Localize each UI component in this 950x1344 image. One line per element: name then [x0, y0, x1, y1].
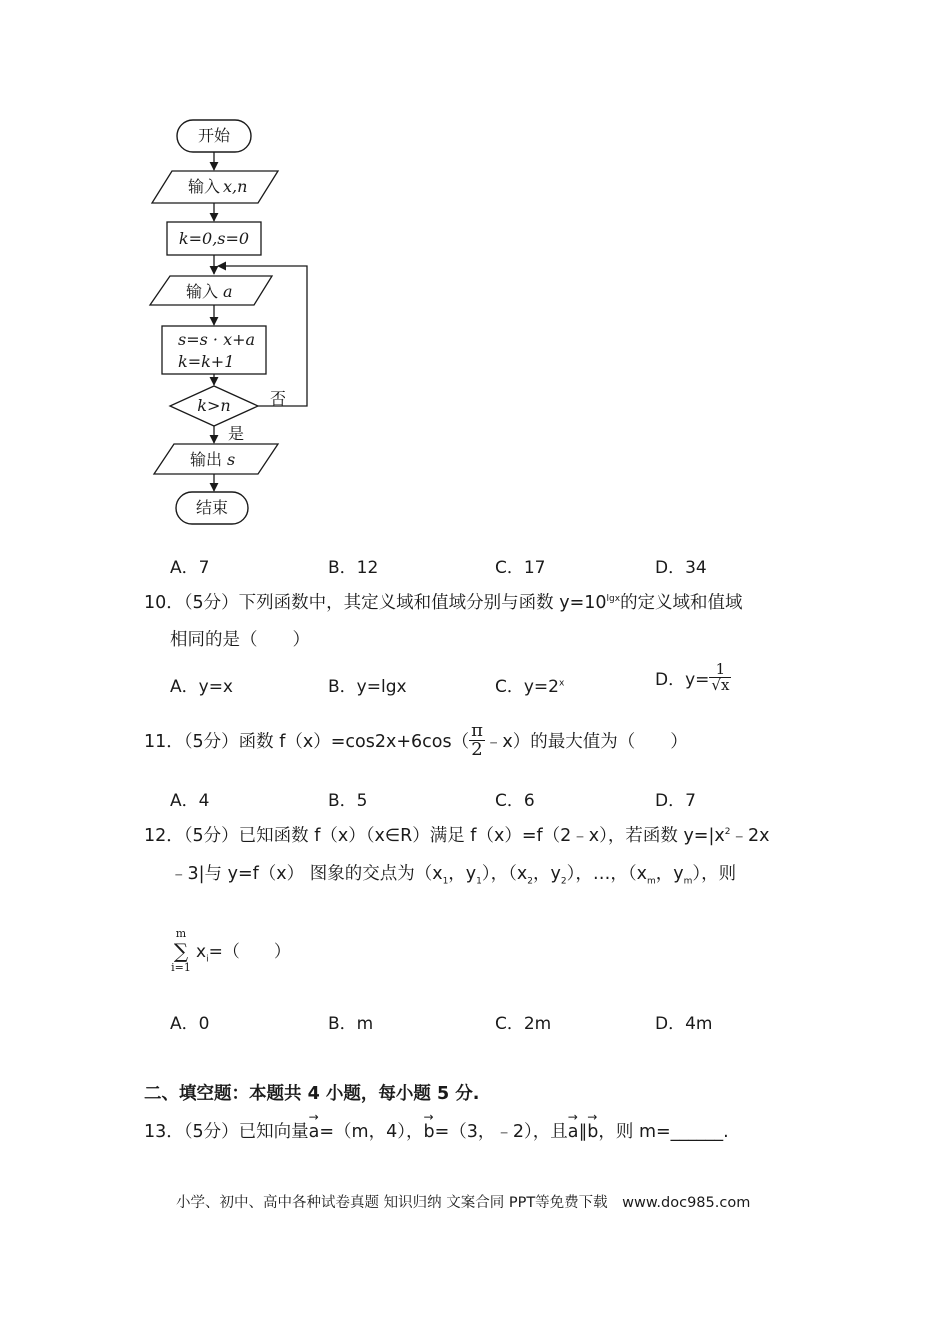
q12-sub-x1: 1 [442, 876, 449, 887]
q12-sum-symbol: ∑ [173, 939, 189, 963]
q12-sum-expr: x [196, 942, 207, 962]
q10-stem-line2: 相同的是（ ） [170, 630, 310, 650]
q13-vector-b2: → b [587, 1116, 598, 1142]
q11-option-d: D．7 [655, 791, 696, 811]
q9-option-b: B．12 [328, 558, 379, 578]
svg-text:输入a [186, 282, 233, 301]
flowchart-decision-label: k>n [197, 396, 231, 415]
q12-summation [170, 928, 192, 974]
q13-stem [144, 1116, 729, 1143]
q12-line2-rest4: ），…，（x [566, 864, 647, 884]
q10-option-b: B．y=lgx [328, 677, 407, 697]
section2-heading: 二、填空题：本题共 4 小题，每小题 5 分. [144, 1084, 480, 1104]
flowchart-yes-label: 是 [228, 424, 245, 443]
q11-stem-pre: 11．（5分）函数 f（x）=cos2x+6cos（ [144, 732, 470, 752]
q12-line1-text: 12．（5分）已知函数 f（x）（x∈R）满足 f（x）=f（2﹣x），若函数 y=|x [144, 826, 725, 846]
flowchart-no-label: 否 [270, 389, 287, 408]
q9-option-d: D．34 [655, 558, 707, 578]
q12-option-a: A．0 [170, 1014, 210, 1034]
q10-option-d-fraction [709, 662, 731, 693]
q10-option-c [495, 672, 564, 697]
q11-option-c: C．6 [495, 791, 535, 811]
q12-sub-y1: 1 [476, 876, 482, 887]
q11-option-b: B．5 [328, 791, 368, 811]
flowchart-start-label: 开始 [197, 126, 231, 145]
q12-sub-x2: 2 [527, 876, 533, 887]
q13-pre: 13．（5分）已知向量 [144, 1122, 309, 1142]
q12-line2-text: ﹣3|与 y=f（x） 图象的交点为（x [170, 864, 443, 884]
flowchart [140, 110, 340, 535]
flowchart-output-label: 输出 [190, 450, 223, 469]
q11-stem-post: ﹣x）的最大值为（ ） [484, 732, 688, 752]
svg-text:输出s [190, 450, 235, 469]
q12-option-c: C．2m [495, 1014, 552, 1034]
flowchart-input-xn-label: 输入 [188, 177, 221, 196]
q13-vector-a2: → a [568, 1116, 579, 1142]
q10-stem-post: 的定义域和值域 [620, 593, 743, 613]
q10-option-d [655, 662, 731, 693]
q11-frac-num: π [471, 720, 483, 741]
q11-fraction [469, 722, 485, 759]
flowchart-init-label: k=0,s=0 [178, 229, 250, 248]
q12-stem-line2 [170, 860, 736, 885]
q9-option-a: A．7 [170, 558, 210, 578]
q13-vector-a: → a [309, 1116, 320, 1142]
flowchart-input-a-label: 输入 [186, 282, 219, 301]
q10-stem-line1 [144, 589, 743, 614]
q12-sum-post: =（ ） [208, 942, 291, 962]
q10-stem-pre: 10．（5分）下列函数中，其定义域和值域分别与函数 y=10 [144, 593, 607, 613]
q10-stem-sup: lgx [606, 594, 621, 605]
q10-option-d-den: √x [711, 676, 730, 694]
q13-mid2: =（3，﹣2），且 [434, 1122, 568, 1142]
q12-line1-post: ﹣2x [730, 826, 770, 846]
q12-sub-ym: m [683, 876, 693, 887]
q10-option-a: A．y=x [170, 677, 233, 697]
q11-stem [144, 722, 688, 759]
q12-sum-top: m [175, 927, 187, 940]
flowchart-output-var: s [227, 450, 236, 469]
q10-option-d-text: D．y= [655, 670, 710, 690]
q12-line2-rest6: ），则 [692, 864, 737, 884]
flowchart-input-xn-vars: x,n [223, 177, 248, 196]
q12-sum-bottom: i=1 [171, 961, 191, 974]
q12-sub-y2: 2 [560, 876, 567, 887]
q13-mid1: =（m，4）， [319, 1122, 424, 1142]
q12-line2-rest2: ），（x [481, 864, 528, 884]
q13-parallel: ∥ [578, 1122, 588, 1142]
q13-post: ，则 m=______. [598, 1122, 729, 1142]
q11-frac-den: 2 [471, 739, 483, 760]
page-footer: 小学、初中、高中各种试卷真题 知识归纳 文案合同 PPT等免费下载 www.doc985.com [176, 1195, 751, 1211]
q12-line2-rest5: ，y [655, 864, 684, 884]
q12-line1-sup: 2 [724, 827, 731, 838]
q12-option-b: B．m [328, 1014, 374, 1034]
q12-option-d: D．4m [655, 1014, 713, 1034]
q12-sum-expression [196, 937, 291, 965]
q10-option-c-text: C．y=2 [495, 677, 559, 697]
q10-option-c-sup: x [559, 678, 565, 689]
q9-option-c: C．17 [495, 558, 546, 578]
q12-line2-rest3: ，y [532, 864, 561, 884]
q10-option-d-num: 1 [709, 662, 731, 678]
q12-line2-rest: ，y [448, 864, 477, 884]
q12-sum-sub: i [206, 954, 209, 965]
flowchart-process-line2: k=k+1 [178, 352, 235, 371]
q12-stem-line1 [144, 822, 769, 847]
svg-text:输入x,n [188, 177, 247, 196]
flowchart-end-label: 结束 [195, 498, 229, 517]
flowchart-input-a-var: a [223, 282, 233, 301]
q12-sub-xm: m [646, 876, 656, 887]
flowchart-process-line1: s=s · x+a [178, 330, 256, 349]
q13-vector-b: → b [424, 1116, 435, 1142]
q11-option-a: A．4 [170, 791, 210, 811]
